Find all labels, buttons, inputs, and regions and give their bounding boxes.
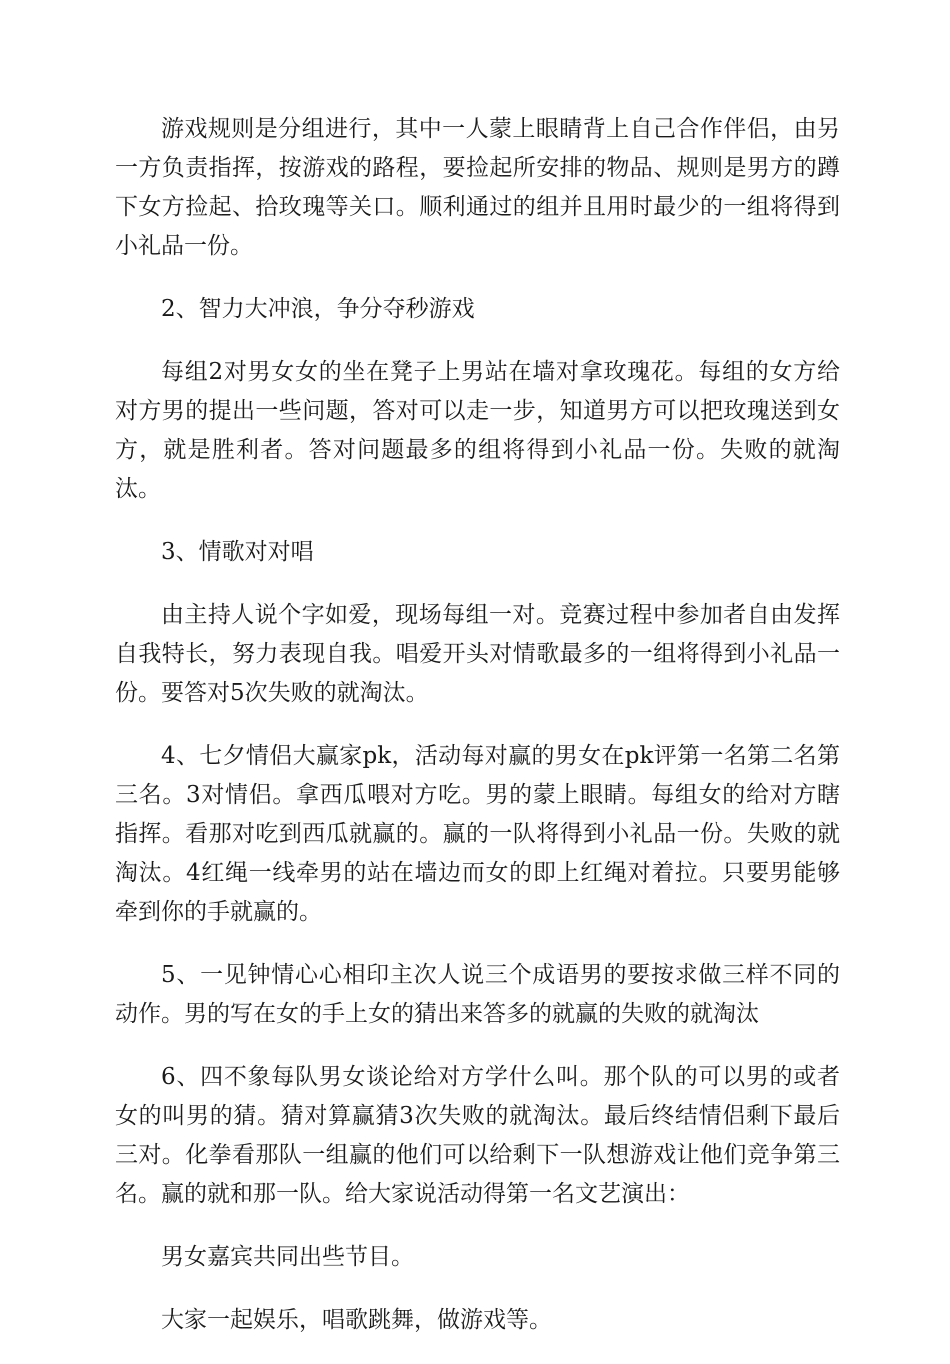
performance-paragraph: 男女嘉宾共同出些节目。 [161, 1244, 414, 1270]
game-rules-paragraph: 游戏规则是分组进行，其中一人蒙上眼睛背上自己合作伴侣，由另一方负责指挥，按游戏的路程，要捡起所安排的物品、规则是男方的蹲下女方捡起、拾玫瑰等关口。顺利通过的组并且用时最少的一组将得到小礼品一份。 [115, 116, 840, 259]
entertainment-paragraph: 大家一起娱乐，唱歌跳舞，做游戏等。 [161, 1307, 552, 1333]
section-body-2: 每组2对男女女的坐在凳子上男站在墙对拿玫瑰花。每组的女方给对方男的提出一些问题，答对可以走一步，知道男方可以把玫瑰送到女方，就是胜利者。答对问题最多的组将得到小礼品一份。失败的就淘汰。 [115, 359, 840, 502]
section-5-paragraph: 5、一见钟情心心相印主次人说三个成语男的要按求做三样不同的动作。男的写在女的手上女的猜出来答多的就赢的失败的就淘汰 [115, 962, 840, 1027]
section-heading-2: 2、智力大冲浪，争分夺秒游戏 [161, 296, 475, 322]
section-6-paragraph: 6、四不象每队男女谈论给对方学什么叫。那个队的可以男的或者女的叫男的猜。猜对算赢猜3次失败的就淘汰。最后终结情侣剩下最后三对。化拳看那队一组赢的他们可以给剩下一队想游戏让他们竞争第三名。赢的就和那一队。给大家说活动得第一名文艺演出： [115, 1064, 840, 1207]
section-4-paragraph: 4、七夕情侣大赢家pk，活动每对赢的男女在pk评第一名第二名第三名。3对情侣。拿西瓜喂对方吃。男的蒙上眼睛。每组女的给对方瞎指挥。看那对吃到西瓜就赢的。赢的一队将得到小礼品一份。失败的就淘汰。4红绳一线牵男的站在墙边而女的即上红绳对着拉。只要男能够牵到你的手就赢的。 [115, 743, 840, 925]
section-body-3: 由主持人说个字如爱，现场每组一对。竞赛过程中参加者自由发挥自我特长，努力表现自我。唱爱开头对情歌最多的一组将得到小礼品一份。要答对5次失败的就淘汰。 [115, 602, 840, 706]
document-page [115, 110, 840, 1364]
section-heading-3: 3、情歌对对唱 [161, 539, 314, 565]
